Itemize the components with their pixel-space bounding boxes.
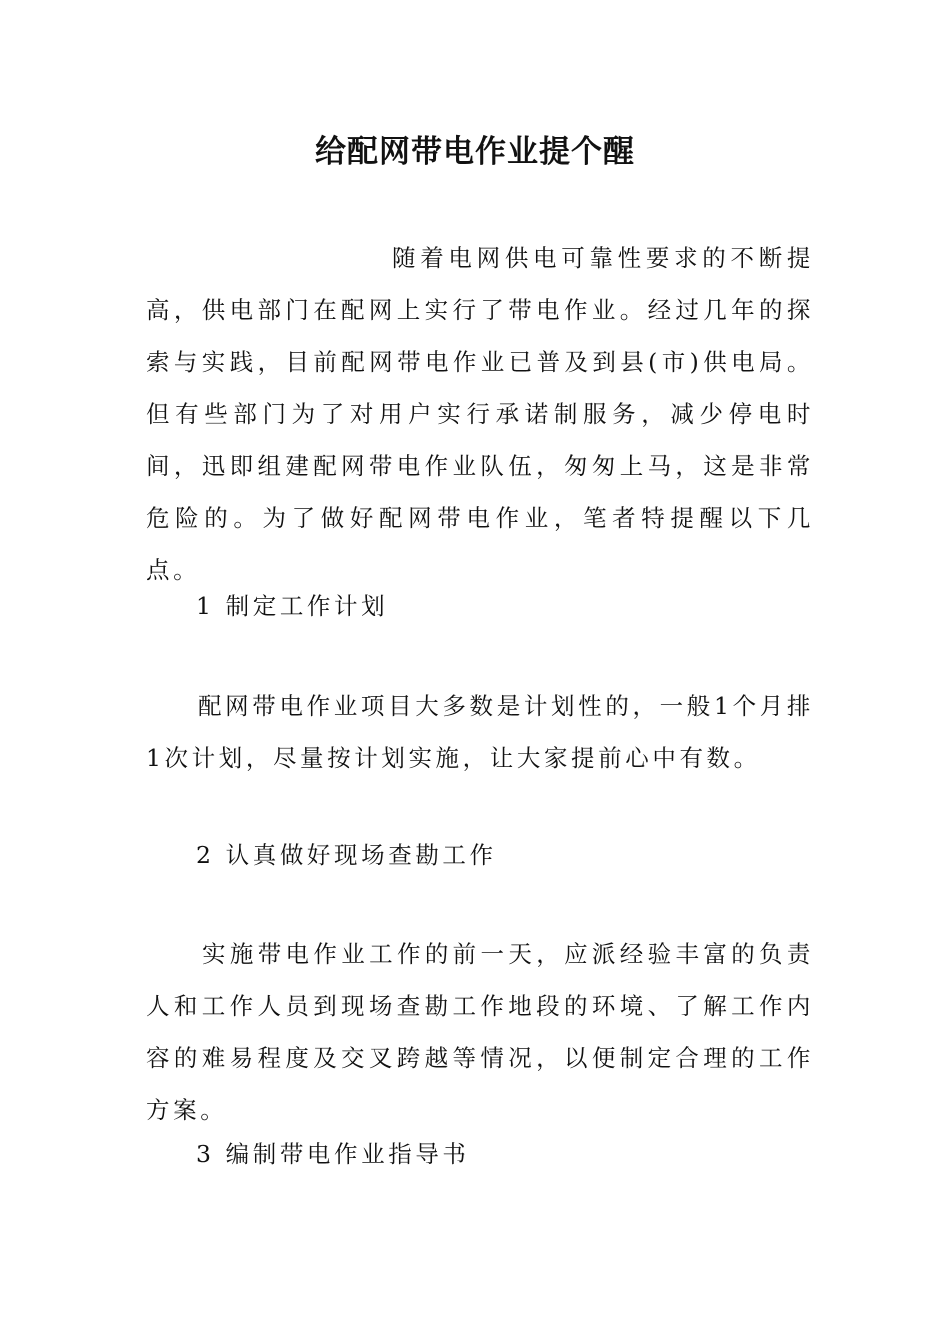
section-heading-3: 3 编制带电作业指导书 [196, 1140, 470, 1168]
section-1-paragraph: 配网带电作业项目大多数是计划性的，一般1个月排1次计划，尽量按计划实施，让大家提前心中有数。 [146, 692, 814, 772]
document-title: 给配网带电作业提个醒 [315, 134, 635, 170]
section-heading-2: 2 认真做好现场查勘工作 [196, 841, 497, 869]
section-2-paragraph: 实施带电作业工作的前一天，应派经验丰富的负责人和工作人员到现场查勘工作地段的环境、了解工作内容的难易程度及交叉跨越等情况，以便制定合理的工作方案。 [146, 940, 814, 1124]
section-heading-1: 1 制定工作计划 [196, 592, 389, 620]
intro-paragraph: 随着电网供电可靠性要求的不断提高，供电部门在配网上实行了带电作业。经过几年的探索与实践，目前配网带电作业已普及到县(市)供电局。但有些部门为了对用户实行承诺制服务，减少停电时间，迅即组建配网带电作业队伍，匆匆上马，这是非常危险的。为了做好配网带电作业，笔者特提醒以下几点。 [146, 244, 814, 584]
